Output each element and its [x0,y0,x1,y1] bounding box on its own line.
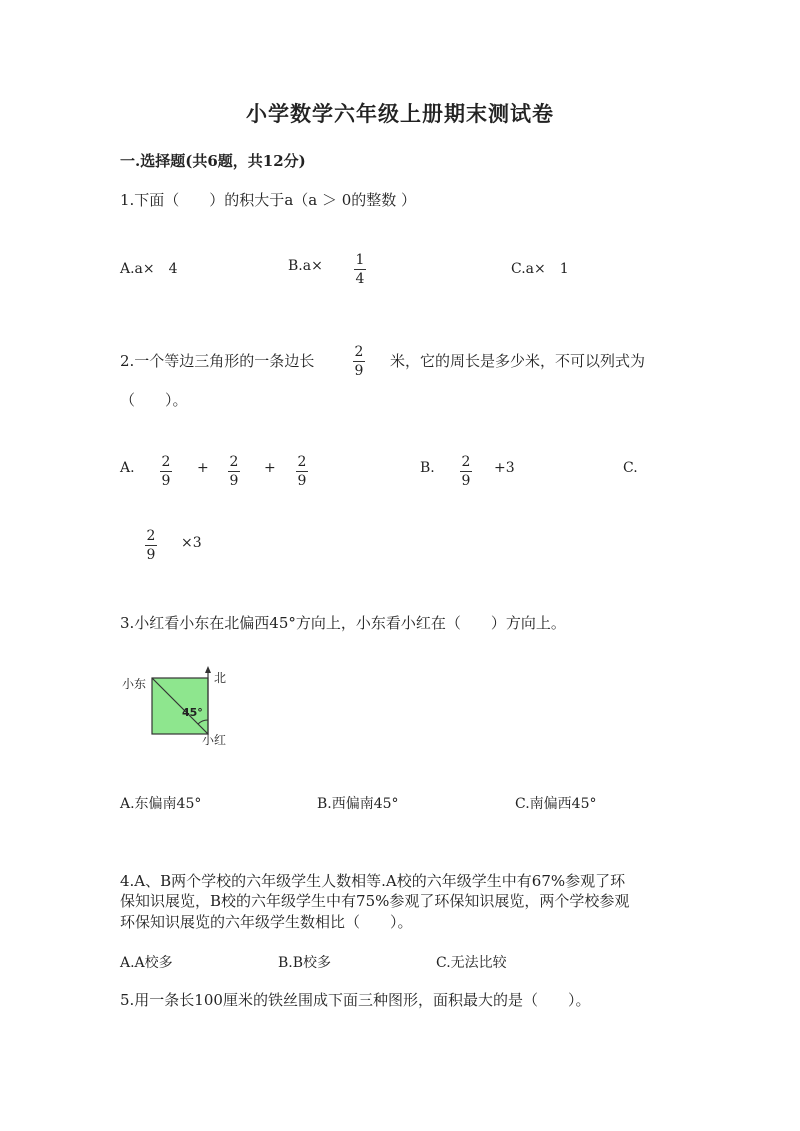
fraction-bar [354,269,366,270]
question-1-option-a: A.a× 4 [120,261,178,277]
direction-diagram-svg [118,664,248,748]
question-2-text-post: 米，它的周长是多少米，不可以列式为 [390,352,646,370]
fraction-numerator: 2 [354,344,364,360]
question-4-line-3: 环保知识展览的六年级学生数相比（ ）。 [120,913,413,931]
question-2-option-b-label: B. [420,460,435,476]
question-4-line-2: 保知识展览，B校的六年级学生中有75%参观了环保知识展览，两个学校参观 [120,892,630,910]
question-3-text: 3.小红看小东在北偏西45°方向上，小东看小红在（ ）方向上。 [120,614,566,632]
section-heading: 一.选择题(共6题，共12分) [120,152,306,170]
question-4-option-a: A.A校多 [120,955,173,971]
question-2-option-c-fraction [145,528,157,563]
question-2-text-pre: 2.一个等边三角形的一条边长 [120,352,315,370]
label-xiaohong: 小红 [202,733,227,747]
question-3-option-a: A.东偏南45° [120,796,202,812]
fraction-bar [145,545,157,546]
question-4-option-b: B.B校多 [278,955,332,971]
question-1-option-b-fraction [354,252,366,287]
question-1-option-c: C.a× 1 [511,261,569,277]
question-2-option-b-suffix: +3 [494,460,515,476]
fraction-numerator: 2 [161,454,171,470]
question-4-line-1: 4.A、B两个学校的六年级学生人数相等.A校的六年级学生中有67%参观了环 [120,872,626,890]
question-2-option-a-label: A. [120,460,135,476]
plus-sign: + [197,460,209,476]
label-angle: 45° [182,706,203,719]
fraction-numerator: 2 [146,528,156,544]
fraction-bar [296,471,308,472]
question-2-option-c-suffix: ×3 [181,535,202,551]
fraction-numerator: 2 [229,454,239,470]
label-north: 北 [214,671,227,685]
question-1-text: 1.下面（ ）的积大于a（a ＞ 0的整数 ） [120,191,417,209]
plus-sign: + [264,460,276,476]
question-2-option-a-fraction-2 [228,454,240,489]
fraction-denominator: 9 [161,473,171,489]
fraction-denominator: 9 [297,473,307,489]
fraction-numerator: 2 [461,454,471,470]
question-2-option-b-fraction [460,454,472,489]
fraction-denominator: 4 [355,271,365,287]
page-title: 小学数学六年级上册期末测试卷 [246,101,554,126]
fraction-denominator: 9 [354,363,364,379]
question-2-option-a-fraction-1 [160,454,172,489]
fraction-numerator: 1 [355,252,365,268]
question-2-option-c-label: C. [623,460,638,476]
question-2-option-a-fraction-3 [296,454,308,489]
label-xiaodong: 小东 [122,677,147,691]
fraction-bar [460,471,472,472]
question-2-fraction [353,344,365,379]
question-2-text-line2: （ ）。 [120,391,188,409]
fraction-denominator: 9 [229,473,239,489]
question-1-option-b-prefix: B.a× [288,258,323,274]
fraction-denominator: 9 [461,473,471,489]
fraction-numerator: 2 [297,454,307,470]
direction-diagram [118,664,248,748]
question-3-option-b: B.西偏南45° [317,796,399,812]
fraction-bar [228,471,240,472]
question-3-option-c: C.南偏西45° [515,796,597,812]
question-5-text: 5.用一条长100厘米的铁丝围成下面三种图形，面积最大的是（ ）。 [120,991,591,1009]
fraction-bar [160,471,172,472]
question-4-option-c: C.无法比较 [436,955,507,971]
north-arrow-head [205,666,211,673]
fraction-bar [353,361,365,362]
fraction-denominator: 9 [146,547,156,563]
